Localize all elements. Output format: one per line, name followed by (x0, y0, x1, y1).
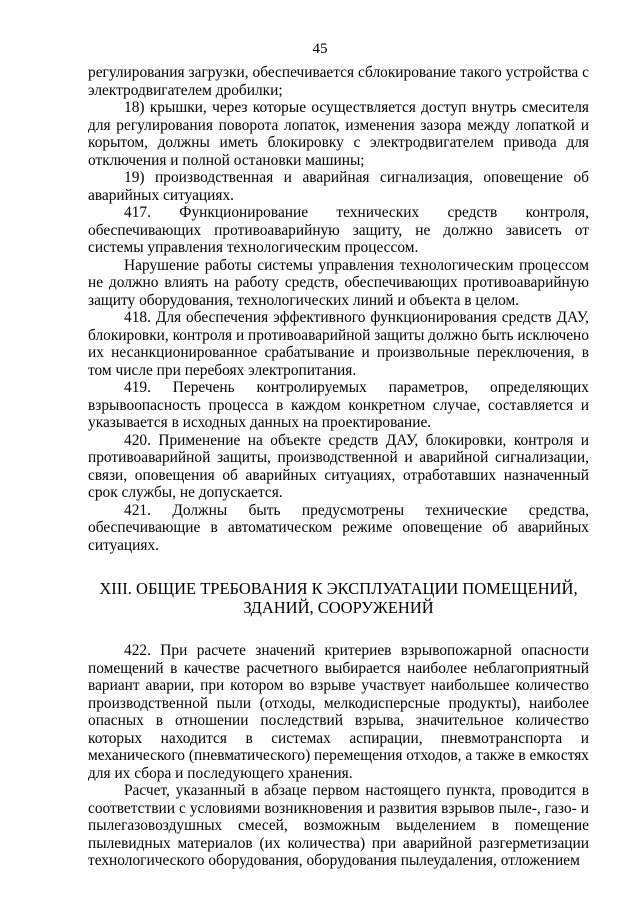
paragraph: 421. Должны быть предусмотрены технические средства, обеспечивающие в автоматическом режиме оповещение об аварийных ситуациях. (88, 501, 589, 554)
paragraph: Расчет, указанный в абзаце первом настоящего пункта, проводится в соответствии с условиями возникновения и развития взрывов пыле-, газо- и пылегазовоздушных смесей, возможным выделением в помещение пылевидных материалов (их количества) при аварийной разгерметизации технологического оборудования, оборудования пылеудаления, отложением (88, 782, 589, 869)
paragraph: Нарушение работы системы управления технологическим процессом не должно влиять на работу средств, обеспечивающих противоаварийную защиту оборудования, технологических линий и объекта в целом. (88, 256, 589, 309)
paragraph: 418. Для обеспечения эффективного функционирования средств ДАУ, блокировки, контроля и противоаварийной защиты должно быть исключено их несанкционированное срабатывание и произвольные переключения, в том числе при перебоях электропитания. (88, 309, 589, 379)
document-body (88, 64, 589, 870)
paragraph: 18) крышки, через которые осуществляется доступ внутрь смесителя для регулирования поворота лопаток, изменения зазора между лопаткой и корытом, должны иметь блокировку с электродвигателем привода для отключения и полной остановки машины; (88, 99, 589, 169)
paragraph: 420. Применение на объекте средств ДАУ, блокировки, контроля и противоаварийной защиты, производственной и аварийной сигнализации, связи, оповещения об аварийных ситуациях, отработавших назначенный срок службы, не допускается. (88, 431, 589, 501)
paragraph: 422. При расчете значений критериев взрывопожарной опасности помещений в качестве расчетного выбирается наиболее неблагоприятный вариант аварии, при котором во взрыве участвует наибольшее количество производственной пыли (отходы, мелкодисперсные продукты), наиболее опасных в отношении последствий взрыва, значительное количество которых находится в системах аспирации, пневмотранспорта и механического (пневматического) перемещения отходов, а также в емкостях для их сбора и последующего хранения. (88, 642, 589, 782)
section-heading: XIII. ОБЩИЕ ТРЕБОВАНИЯ К ЭКСПЛУАТАЦИИ ПОМЕЩЕНИЙ, ЗДАНИЙ, СООРУЖЕНИЙ (99, 579, 578, 617)
paragraphs-after-heading (88, 642, 589, 870)
paragraph: 419. Перечень контролируемых параметров, определяющих взрывоопасность процесса в каждом конкретном случае, составляется и указывается в исходных данных на проектирование. (88, 379, 589, 431)
paragraphs-before-heading (88, 64, 589, 554)
page-number: 45 (312, 41, 328, 57)
paragraph: 417. Функционирование технических средств контроля, обеспечивающих противоаварийную защиту, не должно зависеть от системы управления технологическим процессом. (88, 204, 589, 256)
paragraph: 19) производственная и аварийная сигнализация, оповещение об аварийных ситуациях. (88, 169, 589, 204)
paragraph: регулирования загрузки, обеспечивается сблокирование такого устройства с электродвигателем дробилки; (88, 64, 589, 99)
